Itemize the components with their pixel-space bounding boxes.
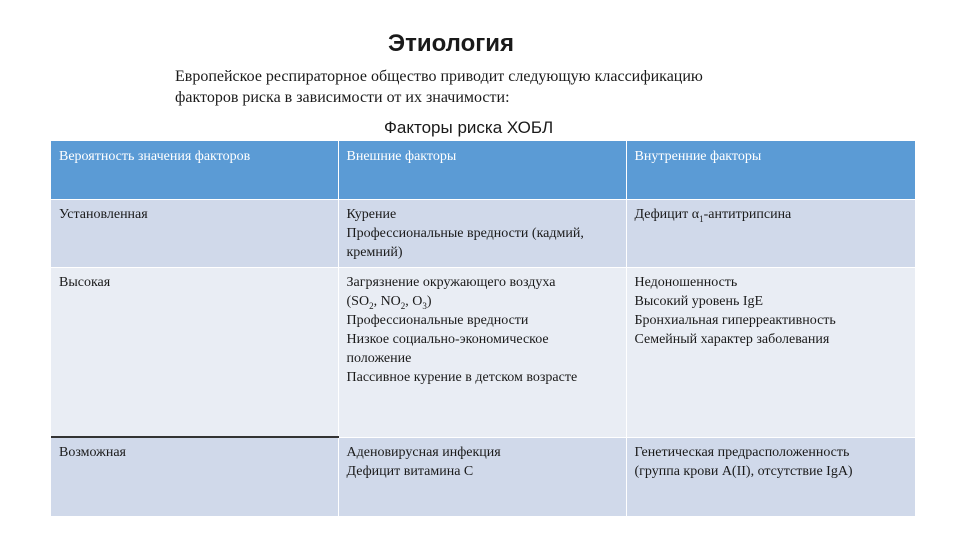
table-header-row xyxy=(51,141,915,200)
cell-internal xyxy=(626,437,915,516)
intro-line: Европейское респираторное общество приводит следующую классификацию xyxy=(175,68,703,85)
factor-line: Низкое социально-экономическое xyxy=(346,332,549,347)
cell-probability: Установленная xyxy=(51,200,338,268)
factor-line: Профессиональные вредности (кадмий, xyxy=(346,226,584,241)
table-row xyxy=(51,268,915,438)
cell-internal xyxy=(626,268,915,438)
cell-internal xyxy=(626,200,915,268)
factor-line: кремний) xyxy=(346,245,403,260)
factor-line: Профессиональные вредности xyxy=(346,313,529,328)
table-row xyxy=(51,437,915,516)
factor-line: Высокий уровень IgE xyxy=(634,294,764,309)
factor-line-pollutants: ($SO_2$, $NO_2$, $O_3$) xyxy=(346,294,432,311)
header-internal: Внутренние факторы xyxy=(626,141,915,200)
cell-external xyxy=(338,200,626,268)
header-external: Внешние факторы xyxy=(338,141,626,200)
factor-line: Семейный характер заболевания xyxy=(634,332,830,347)
factor-line: Бронхиальная гиперреактивность xyxy=(634,313,836,328)
cell-probability: Высокая xyxy=(51,268,338,438)
factor-line: Курение xyxy=(346,207,397,222)
factor-line: Загрязнение окружающего воздуха xyxy=(346,275,556,290)
factor-line: Генетическая предрасположенность xyxy=(634,444,850,460)
factor-line: Аденовирусная инфекция xyxy=(346,444,501,460)
header-probability: Вероятность значения факторов xyxy=(51,141,338,200)
factor-line: Дефицит витамина С xyxy=(346,463,474,479)
factor-line: Дефицит $\alpha_1$-антитрипсина xyxy=(634,207,792,224)
intro-line: факторов риска в зависимости от их значимости: xyxy=(175,89,510,106)
cell-external xyxy=(338,268,626,438)
intro-text xyxy=(175,66,815,108)
table-caption: Факторы риска ХОБЛ xyxy=(384,118,554,137)
slide-title: Этиология xyxy=(388,30,514,57)
factor-line: Пассивное курение в детском возрасте xyxy=(346,370,578,385)
risk-factors-table xyxy=(51,141,916,516)
factor-line: положение xyxy=(346,351,412,366)
factor-line: (группа крови A(II), отсутствие IgA) xyxy=(634,463,853,479)
factor-line: Недоношенность xyxy=(634,275,738,290)
table-row xyxy=(51,200,915,268)
cell-external xyxy=(338,437,626,516)
cell-probability: Возможная xyxy=(51,437,338,516)
